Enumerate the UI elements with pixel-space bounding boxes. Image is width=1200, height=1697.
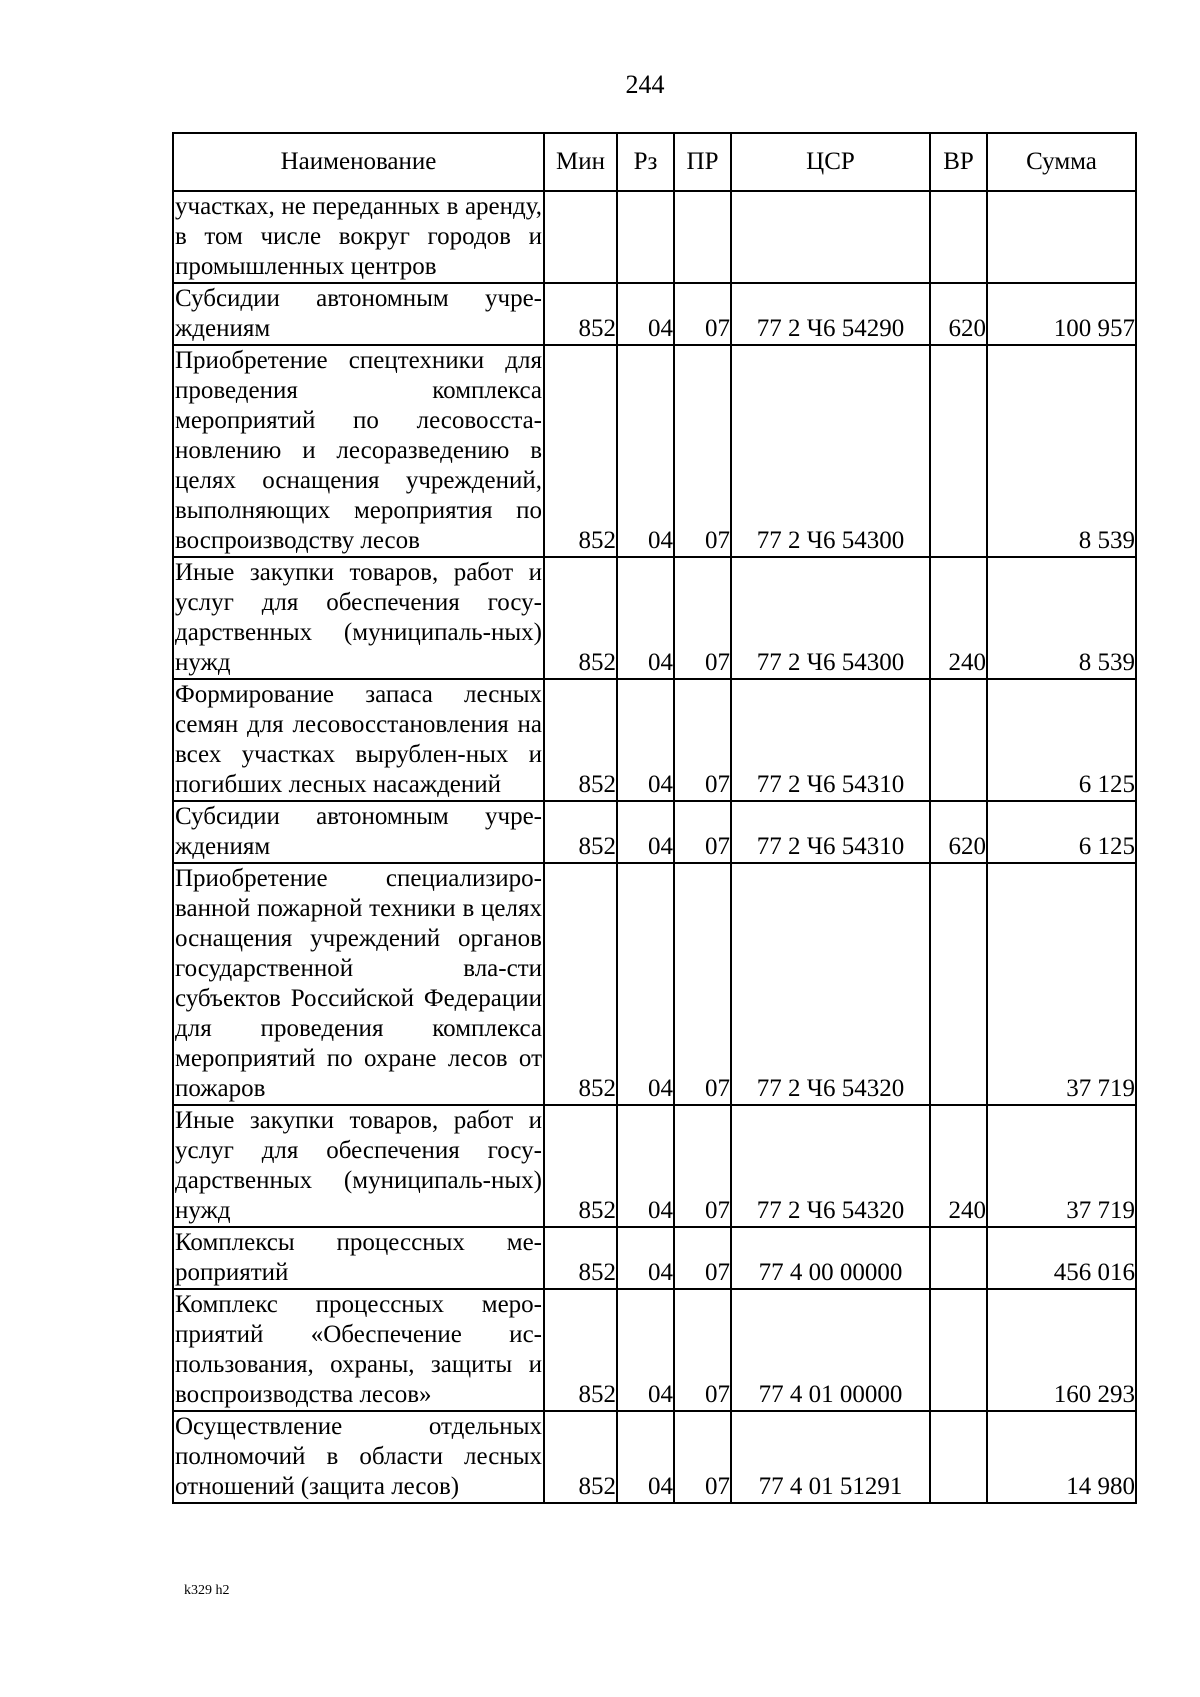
header-csr: ЦСР — [731, 133, 930, 191]
table-row — [173, 1227, 1136, 1289]
cell-sum: 456 016 — [987, 1227, 1136, 1289]
cell-vr: 240 — [930, 557, 987, 679]
cell-csr: 77 4 01 51291 — [731, 1411, 930, 1503]
footer-code: k329 h2 — [184, 1583, 230, 1598]
table-row — [173, 557, 1136, 679]
cell-name: Комплекс процессных меро-приятий «Обеспечение ис-пользования, охраны, защиты и воспроизводства лесов» — [173, 1289, 544, 1411]
budget-table — [172, 132, 1137, 1504]
table-row — [173, 1411, 1136, 1503]
cell-sum: 100 957 — [987, 283, 1136, 345]
cell-vr — [930, 191, 987, 283]
cell-rz: 04 — [617, 679, 674, 801]
table-header-row — [173, 133, 1136, 191]
cell-sum: 6 125 — [987, 679, 1136, 801]
cell-rz: 04 — [617, 283, 674, 345]
header-min: Мин — [544, 133, 617, 191]
table-row — [173, 801, 1136, 863]
cell-pr: 07 — [674, 283, 731, 345]
cell-vr — [930, 1227, 987, 1289]
cell-min: 852 — [544, 1227, 617, 1289]
cell-name: Субсидии автономным учре-ждениям — [173, 283, 544, 345]
cell-csr — [731, 191, 930, 283]
cell-csr: 77 4 00 00000 — [731, 1227, 930, 1289]
cell-sum: 37 719 — [987, 1105, 1136, 1227]
cell-vr — [930, 679, 987, 801]
cell-sum: 160 293 — [987, 1289, 1136, 1411]
cell-pr: 07 — [674, 1289, 731, 1411]
cell-name: Комплексы процессных ме-роприятий — [173, 1227, 544, 1289]
cell-vr: 620 — [930, 283, 987, 345]
cell-csr: 77 2 Ч6 54300 — [731, 557, 930, 679]
cell-name: Иные закупки товаров, работ и услуг для обеспечения госу-дарственных (муниципаль-ных) нужд — [173, 1105, 544, 1227]
cell-pr: 07 — [674, 863, 731, 1105]
cell-rz: 04 — [617, 1105, 674, 1227]
cell-pr: 07 — [674, 345, 731, 557]
cell-name: Приобретение спецтехники для проведения комплекса мероприятий по лесовосста-новлению и лесоразведению в целях оснащения учреждений, выполняющих мероприятия по воспроизводству лесов — [173, 345, 544, 557]
cell-min: 852 — [544, 801, 617, 863]
cell-rz — [617, 191, 674, 283]
cell-pr: 07 — [674, 679, 731, 801]
cell-csr: 77 2 Ч6 54320 — [731, 1105, 930, 1227]
cell-pr: 07 — [674, 801, 731, 863]
cell-min: 852 — [544, 557, 617, 679]
table-body — [173, 191, 1136, 1503]
page-number: 244 — [625, 70, 665, 99]
cell-rz: 04 — [617, 801, 674, 863]
cell-csr: 77 2 Ч6 54310 — [731, 801, 930, 863]
cell-pr — [674, 191, 731, 283]
cell-sum: 6 125 — [987, 801, 1136, 863]
table-row — [173, 191, 1136, 283]
cell-name: Приобретение специализиро-ванной пожарной техники в целях оснащения учреждений органов государственной вла-сти субъектов Российской Федерации для проведения комплекса мероприятий по охране лесов от пожаров — [173, 863, 544, 1105]
cell-csr: 77 2 Ч6 54310 — [731, 679, 930, 801]
table-row — [173, 863, 1136, 1105]
cell-csr: 77 2 Ч6 54300 — [731, 345, 930, 557]
cell-name: Формирование запаса лесных семян для лесовосстановления на всех участках вырублен-ных и погибших лесных насаждений — [173, 679, 544, 801]
cell-vr: 620 — [930, 801, 987, 863]
header-sum: Сумма — [987, 133, 1136, 191]
table-row — [173, 1105, 1136, 1227]
header-pr: ПР — [674, 133, 731, 191]
cell-rz: 04 — [617, 1227, 674, 1289]
cell-vr — [930, 1411, 987, 1503]
table-row — [173, 283, 1136, 345]
cell-vr: 240 — [930, 1105, 987, 1227]
cell-rz: 04 — [617, 557, 674, 679]
cell-vr — [930, 863, 987, 1105]
cell-pr: 07 — [674, 557, 731, 679]
cell-rz: 04 — [617, 1289, 674, 1411]
cell-min: 852 — [544, 679, 617, 801]
cell-rz: 04 — [617, 1411, 674, 1503]
table-row — [173, 345, 1136, 557]
cell-pr: 07 — [674, 1227, 731, 1289]
header-name: Наименование — [173, 133, 544, 191]
table-row — [173, 1289, 1136, 1411]
cell-pr: 07 — [674, 1411, 731, 1503]
cell-rz: 04 — [617, 345, 674, 557]
cell-min: 852 — [544, 345, 617, 557]
cell-name: Субсидии автономным учре-ждениям — [173, 801, 544, 863]
cell-min: 852 — [544, 863, 617, 1105]
cell-sum: 8 539 — [987, 557, 1136, 679]
table-row — [173, 679, 1136, 801]
cell-min: 852 — [544, 1289, 617, 1411]
cell-name: Иные закупки товаров, работ и услуг для обеспечения госу-дарственных (муниципаль-ных) нужд — [173, 557, 544, 679]
cell-name: участках, не переданных в аренду, в том числе вокруг городов и промышленных центров — [173, 191, 544, 283]
cell-sum: 37 719 — [987, 863, 1136, 1105]
cell-sum — [987, 191, 1136, 283]
cell-vr — [930, 345, 987, 557]
cell-sum: 14 980 — [987, 1411, 1136, 1503]
cell-csr: 77 4 01 00000 — [731, 1289, 930, 1411]
header-vr: ВР — [930, 133, 987, 191]
cell-min: 852 — [544, 283, 617, 345]
cell-pr: 07 — [674, 1105, 731, 1227]
cell-csr: 77 2 Ч6 54320 — [731, 863, 930, 1105]
cell-csr: 77 2 Ч6 54290 — [731, 283, 930, 345]
cell-min: 852 — [544, 1411, 617, 1503]
cell-sum: 8 539 — [987, 345, 1136, 557]
cell-rz: 04 — [617, 863, 674, 1105]
cell-name: Осуществление отдельных полномочий в области лесных отношений (защита лесов) — [173, 1411, 544, 1503]
cell-min — [544, 191, 617, 283]
header-rz: Рз — [617, 133, 674, 191]
cell-min: 852 — [544, 1105, 617, 1227]
cell-vr — [930, 1289, 987, 1411]
